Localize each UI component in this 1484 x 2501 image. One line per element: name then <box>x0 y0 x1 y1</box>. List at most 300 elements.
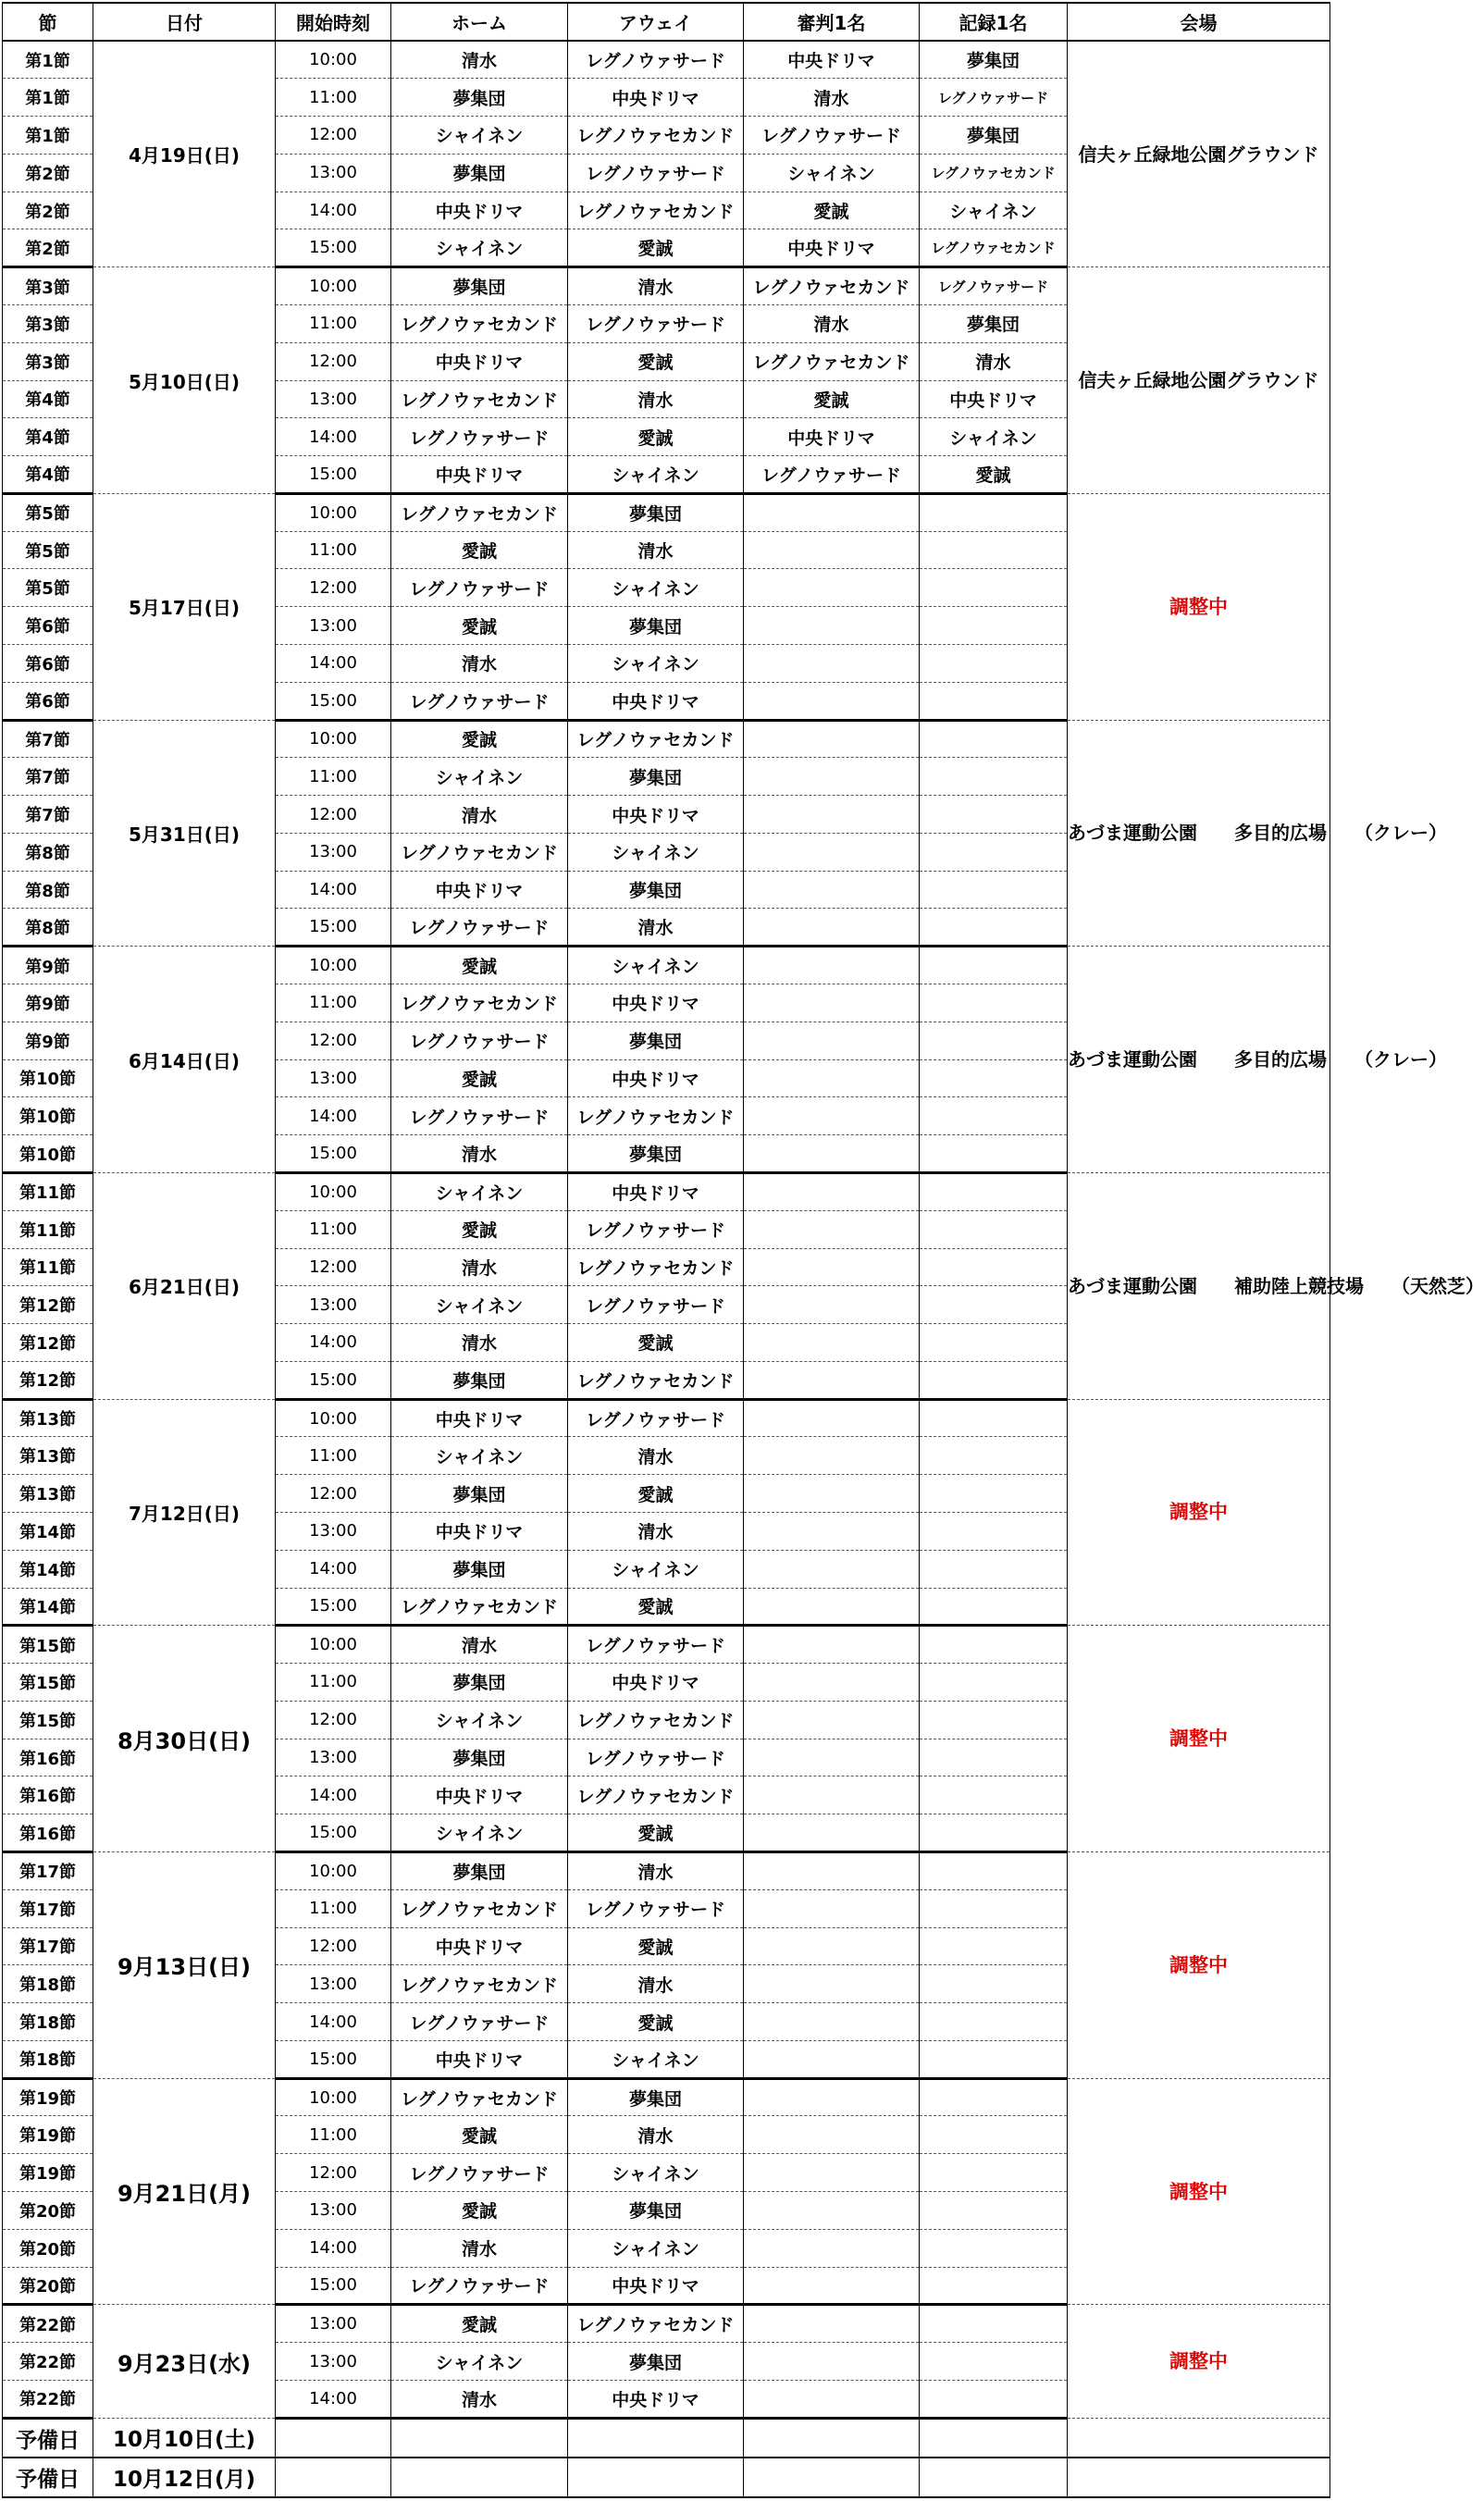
referee-cell: 清水 <box>744 79 920 117</box>
section-cell: 第2節 <box>3 192 93 229</box>
away-team-cell: 夢集団 <box>568 758 744 796</box>
table-row <box>3 2305 1330 2343</box>
record-cell: 中央ドリマ <box>920 380 1068 418</box>
record-cell <box>920 1965 1068 2003</box>
home-team-cell: 夢集団 <box>391 154 568 192</box>
section-cell: 第17節 <box>3 1889 93 1927</box>
referee-cell <box>744 720 920 758</box>
away-team-cell: 中央ドリマ <box>568 79 744 117</box>
away-team-cell: レグノウァセカンド <box>568 1777 744 1814</box>
record-cell: レグノウァセカンド <box>920 154 1068 192</box>
spare-day-label: 予備日 <box>3 2418 93 2458</box>
section-cell: 第20節 <box>3 2267 93 2305</box>
record-cell <box>920 758 1068 796</box>
home-team-cell: 中央ドリマ <box>391 1512 568 1550</box>
home-team-cell: 夢集団 <box>391 1361 568 1399</box>
record-cell <box>920 531 1068 569</box>
section-cell: 第9節 <box>3 947 93 984</box>
referee-cell <box>744 984 920 1022</box>
referee-cell <box>744 1777 920 1814</box>
home-team-cell: 夢集団 <box>391 79 568 117</box>
record-cell <box>920 569 1068 607</box>
section-cell: 第10節 <box>3 1059 93 1097</box>
away-team-cell: レグノウァサード <box>568 1889 744 1927</box>
referee-cell: 愛誠 <box>744 192 920 229</box>
record-cell <box>920 2267 1068 2305</box>
away-team-cell: 夢集団 <box>568 2078 744 2116</box>
record-cell <box>920 1248 1068 1286</box>
record-cell <box>920 2003 1068 2041</box>
start-time-cell: 12:00 <box>276 1021 391 1059</box>
referee-cell <box>744 2003 920 2041</box>
away-team-cell: シャイネン <box>568 645 744 683</box>
home-team-cell: 清水 <box>391 1248 568 1286</box>
section-cell: 第20節 <box>3 2229 93 2267</box>
record-cell <box>920 1512 1068 1550</box>
home-team-cell: 中央ドリマ <box>391 192 568 229</box>
away-team-cell: シャイネン <box>568 947 744 984</box>
away-team-cell: 夢集団 <box>568 1135 744 1173</box>
empty-cell <box>1068 2418 1330 2458</box>
start-time-cell: 12:00 <box>276 1701 391 1739</box>
referee-cell <box>744 607 920 645</box>
home-team-cell: レグノウァセカンド <box>391 493 568 531</box>
record-cell: レグノウァセカンド <box>920 229 1068 267</box>
start-time-cell: 11:00 <box>276 531 391 569</box>
start-time-cell: 10:00 <box>276 947 391 984</box>
home-team-cell: 愛誠 <box>391 607 568 645</box>
header-away: アウェイ <box>568 3 744 41</box>
start-time-cell: 15:00 <box>276 1361 391 1399</box>
start-time-cell: 15:00 <box>276 2267 391 2305</box>
record-cell <box>920 2078 1068 2116</box>
away-team-cell: シャイネン <box>568 2154 744 2192</box>
match-schedule-table <box>2 2 1484 2498</box>
away-team-cell: 愛誠 <box>568 1814 744 1852</box>
section-cell: 第19節 <box>3 2116 93 2154</box>
referee-cell <box>744 1437 920 1475</box>
start-time-cell: 14:00 <box>276 871 391 909</box>
home-team-cell: 愛誠 <box>391 1210 568 1248</box>
home-team-cell: 夢集団 <box>391 1852 568 1890</box>
start-time-cell: 11:00 <box>276 1889 391 1927</box>
section-cell: 第8節 <box>3 871 93 909</box>
away-team-cell: 清水 <box>568 380 744 418</box>
home-team-cell: シャイネン <box>391 1172 568 1210</box>
start-time-cell: 10:00 <box>276 2078 391 2116</box>
home-team-cell: 清水 <box>391 2380 568 2418</box>
record-cell <box>920 720 1068 758</box>
referee-cell: 清水 <box>744 304 920 342</box>
empty-cell <box>744 2418 920 2458</box>
start-time-cell: 13:00 <box>276 154 391 192</box>
section-cell: 第18節 <box>3 1965 93 2003</box>
record-cell <box>920 2305 1068 2343</box>
record-cell <box>920 1664 1068 1702</box>
header-section: 節 <box>3 3 93 41</box>
start-time-cell: 10:00 <box>276 41 391 79</box>
spare-day-row <box>3 2418 1330 2458</box>
date-cell: 5月31日(日) <box>93 720 276 947</box>
table-row <box>3 1852 1330 1890</box>
away-team-cell: レグノウァサード <box>568 41 744 79</box>
date-cell: 9月23日(水) <box>93 2305 276 2418</box>
start-time-cell: 11:00 <box>276 1210 391 1248</box>
home-team-cell: シャイネン <box>391 758 568 796</box>
start-time-cell: 15:00 <box>276 1814 391 1852</box>
home-team-cell: レグノウァサード <box>391 1097 568 1135</box>
start-time-cell: 15:00 <box>276 682 391 720</box>
table-row <box>3 267 1330 305</box>
start-time-cell: 15:00 <box>276 1588 391 1626</box>
referee-cell: 中央ドリマ <box>744 229 920 267</box>
referee-cell <box>744 1286 920 1324</box>
section-cell: 第7節 <box>3 720 93 758</box>
home-team-cell: 中央ドリマ <box>391 1927 568 1965</box>
record-cell: レグノウァサード <box>920 79 1068 117</box>
record-cell <box>920 2040 1068 2078</box>
section-cell: 第3節 <box>3 267 93 305</box>
section-cell: 第5節 <box>3 569 93 607</box>
section-cell: 第7節 <box>3 796 93 834</box>
section-cell: 第10節 <box>3 1135 93 1173</box>
referee-cell <box>744 1210 920 1248</box>
record-cell <box>920 607 1068 645</box>
start-time-cell: 11:00 <box>276 984 391 1022</box>
header-venue: 会場 <box>1068 3 1330 41</box>
away-team-cell: シャイネン <box>568 456 744 494</box>
start-time-cell: 15:00 <box>276 2040 391 2078</box>
referee-cell <box>744 2154 920 2192</box>
section-cell: 第13節 <box>3 1437 93 1475</box>
away-team-cell: 中央ドリマ <box>568 984 744 1022</box>
home-team-cell: シャイネン <box>391 1814 568 1852</box>
start-time-cell: 14:00 <box>276 1777 391 1814</box>
date-cell: 4月19日(日) <box>93 41 276 267</box>
section-cell: 第22節 <box>3 2343 93 2381</box>
record-cell <box>920 871 1068 909</box>
record-cell <box>920 2229 1068 2267</box>
section-cell: 第6節 <box>3 607 93 645</box>
record-cell <box>920 2343 1068 2381</box>
spare-day-label: 予備日 <box>3 2458 93 2497</box>
referee-cell <box>744 1097 920 1135</box>
referee-cell <box>744 1021 920 1059</box>
home-team-cell: レグノウァサード <box>391 418 568 456</box>
home-team-cell: 愛誠 <box>391 1059 568 1097</box>
section-cell: 第6節 <box>3 645 93 683</box>
referee-cell: 愛誠 <box>744 380 920 418</box>
start-time-cell: 14:00 <box>276 2380 391 2418</box>
empty-cell <box>920 2458 1068 2497</box>
home-team-cell: レグノウァサード <box>391 909 568 947</box>
home-team-cell: 清水 <box>391 1135 568 1173</box>
away-team-cell: 清水 <box>568 909 744 947</box>
section-cell: 第10節 <box>3 1097 93 1135</box>
home-team-cell: シャイネン <box>391 1286 568 1324</box>
away-team-cell: 清水 <box>568 1437 744 1475</box>
record-cell <box>920 1210 1068 1248</box>
start-time-cell: 11:00 <box>276 1437 391 1475</box>
away-team-cell: 中央ドリマ <box>568 2380 744 2418</box>
record-cell <box>920 909 1068 947</box>
record-cell <box>920 645 1068 683</box>
home-team-cell: 愛誠 <box>391 2116 568 2154</box>
start-time-cell: 15:00 <box>276 229 391 267</box>
away-team-cell: 清水 <box>568 531 744 569</box>
venue-pending-cell: 調整中 <box>1068 2305 1330 2418</box>
away-team-cell: 夢集団 <box>568 2343 744 2381</box>
home-team-cell: レグノウァサード <box>391 2154 568 2192</box>
home-team-cell: レグノウァセカンド <box>391 1965 568 2003</box>
section-cell: 第22節 <box>3 2305 93 2343</box>
start-time-cell: 12:00 <box>276 1475 391 1513</box>
venue-cell: 信夫ヶ丘緑地公園グラウンド <box>1068 267 1330 494</box>
start-time-cell: 14:00 <box>276 192 391 229</box>
referee-cell <box>744 1814 920 1852</box>
referee-cell: レグノウァサード <box>744 456 920 494</box>
referee-cell <box>744 569 920 607</box>
start-time-cell: 12:00 <box>276 796 391 834</box>
home-team-cell: 夢集団 <box>391 1475 568 1513</box>
table-row <box>3 2078 1330 2116</box>
record-cell: レグノウァサード <box>920 267 1068 305</box>
home-team-cell: 清水 <box>391 1626 568 1664</box>
home-team-cell: レグノウァセカンド <box>391 2078 568 2116</box>
start-time-cell: 15:00 <box>276 909 391 947</box>
table-row <box>3 947 1330 984</box>
start-time-cell: 13:00 <box>276 2192 391 2230</box>
away-team-cell: レグノウァセカンド <box>568 1248 744 1286</box>
date-cell: 8月30日(日) <box>93 1626 276 1852</box>
start-time-cell: 11:00 <box>276 1664 391 1702</box>
referee-cell <box>744 2267 920 2305</box>
table-row <box>3 720 1330 758</box>
start-time-cell: 14:00 <box>276 2003 391 2041</box>
record-cell: シャイネン <box>920 192 1068 229</box>
referee-cell <box>744 833 920 871</box>
start-time-cell: 14:00 <box>276 2229 391 2267</box>
date-cell: 7月12日(日) <box>93 1399 276 1626</box>
record-cell <box>920 1475 1068 1513</box>
section-cell: 第6節 <box>3 682 93 720</box>
away-team-cell: レグノウァセカンド <box>568 1701 744 1739</box>
away-team-cell: レグノウァセカンド <box>568 2305 744 2343</box>
start-time-cell: 13:00 <box>276 1059 391 1097</box>
date-cell: 5月17日(日) <box>93 493 276 720</box>
referee-cell <box>744 947 920 984</box>
venue-pending-cell: 調整中 <box>1068 1399 1330 1626</box>
record-cell <box>920 682 1068 720</box>
record-cell: 愛誠 <box>920 456 1068 494</box>
away-team-cell: 夢集団 <box>568 2192 744 2230</box>
record-cell: 清水 <box>920 342 1068 380</box>
table-header <box>3 3 1330 41</box>
section-cell: 第5節 <box>3 493 93 531</box>
start-time-cell: 13:00 <box>276 1965 391 2003</box>
section-cell: 第7節 <box>3 758 93 796</box>
away-team-cell: 愛誠 <box>568 2003 744 2041</box>
start-time-cell: 13:00 <box>276 2305 391 2343</box>
section-cell: 第9節 <box>3 984 93 1022</box>
referee-cell <box>744 531 920 569</box>
section-cell: 第1節 <box>3 117 93 155</box>
section-cell: 第1節 <box>3 41 93 79</box>
record-cell <box>920 1059 1068 1097</box>
home-team-cell: 清水 <box>391 2229 568 2267</box>
section-cell: 第18節 <box>3 2003 93 2041</box>
empty-cell <box>920 2418 1068 2458</box>
record-cell: 夢集団 <box>920 41 1068 79</box>
record-cell <box>920 1172 1068 1210</box>
referee-cell <box>744 1889 920 1927</box>
away-team-cell: 清水 <box>568 1512 744 1550</box>
record-cell <box>920 1324 1068 1362</box>
home-team-cell: レグノウァセカンド <box>391 1889 568 1927</box>
home-team-cell: シャイネン <box>391 117 568 155</box>
section-cell: 第14節 <box>3 1512 93 1550</box>
record-cell: 夢集団 <box>920 117 1068 155</box>
start-time-cell: 13:00 <box>276 1286 391 1324</box>
referee-cell <box>744 2305 920 2343</box>
away-team-cell: シャイネン <box>568 2229 744 2267</box>
start-time-cell: 12:00 <box>276 1248 391 1286</box>
header-date: 日付 <box>93 3 276 41</box>
start-time-cell: 13:00 <box>276 833 391 871</box>
empty-cell <box>568 2418 744 2458</box>
record-cell <box>920 1437 1068 1475</box>
table-row <box>3 41 1330 79</box>
record-cell <box>920 1286 1068 1324</box>
home-team-cell: 愛誠 <box>391 947 568 984</box>
venue-cell: あづま運動公園 補助陸上競技場 （天然芝） <box>1068 1172 1330 1399</box>
record-cell <box>920 1777 1068 1814</box>
start-time-cell: 13:00 <box>276 2343 391 2381</box>
away-team-cell: 愛誠 <box>568 1927 744 1965</box>
away-team-cell: 愛誠 <box>568 1588 744 1626</box>
start-time-cell: 14:00 <box>276 645 391 683</box>
referee-cell <box>744 1701 920 1739</box>
section-cell: 第16節 <box>3 1814 93 1852</box>
away-team-cell: レグノウァサード <box>568 1286 744 1324</box>
referee-cell <box>744 2192 920 2230</box>
home-team-cell: レグノウァセカンド <box>391 1588 568 1626</box>
header-row <box>3 3 1330 41</box>
away-team-cell: 中央ドリマ <box>568 2267 744 2305</box>
section-cell: 第19節 <box>3 2154 93 2192</box>
table-row <box>3 1399 1330 1437</box>
home-team-cell: 清水 <box>391 1324 568 1362</box>
section-cell: 第3節 <box>3 304 93 342</box>
referee-cell <box>744 1475 920 1513</box>
section-cell: 第9節 <box>3 1021 93 1059</box>
start-time-cell: 11:00 <box>276 758 391 796</box>
start-time-cell: 11:00 <box>276 79 391 117</box>
section-cell: 第4節 <box>3 456 93 494</box>
home-team-cell: レグノウァサード <box>391 2267 568 2305</box>
header-time: 開始時刻 <box>276 3 391 41</box>
empty-cell <box>1068 2458 1330 2497</box>
referee-cell <box>744 493 920 531</box>
record-cell <box>920 1739 1068 1777</box>
section-cell: 第22節 <box>3 2380 93 2418</box>
home-team-cell: 清水 <box>391 41 568 79</box>
away-team-cell: 清水 <box>568 1852 744 1890</box>
referee-cell <box>744 1664 920 1702</box>
referee-cell <box>744 2229 920 2267</box>
referee-cell <box>744 1965 920 2003</box>
section-cell: 第15節 <box>3 1701 93 1739</box>
start-time-cell: 10:00 <box>276 267 391 305</box>
section-cell: 第4節 <box>3 418 93 456</box>
referee-cell <box>744 1512 920 1550</box>
venue-cell: あづま運動公園 多目的広場 （クレー） <box>1068 720 1330 947</box>
date-cell: 6月14日(日) <box>93 947 276 1173</box>
empty-cell <box>744 2458 920 2497</box>
start-time-cell: 13:00 <box>276 380 391 418</box>
record-cell <box>920 2154 1068 2192</box>
home-team-cell: シャイネン <box>391 1701 568 1739</box>
home-team-cell: レグノウァサード <box>391 1021 568 1059</box>
referee-cell <box>744 1852 920 1890</box>
away-team-cell: シャイネン <box>568 569 744 607</box>
referee-cell <box>744 2343 920 2381</box>
start-time-cell: 12:00 <box>276 342 391 380</box>
spare-day-date: 10月12日(月) <box>93 2458 276 2497</box>
section-cell: 第14節 <box>3 1550 93 1588</box>
home-team-cell: 清水 <box>391 796 568 834</box>
start-time-cell: 10:00 <box>276 493 391 531</box>
start-time-cell: 15:00 <box>276 456 391 494</box>
away-team-cell: レグノウァサード <box>568 154 744 192</box>
referee-cell <box>744 1172 920 1210</box>
home-team-cell: レグノウァセカンド <box>391 833 568 871</box>
record-cell: シャイネン <box>920 418 1068 456</box>
referee-cell <box>744 1550 920 1588</box>
home-team-cell: シャイネン <box>391 1437 568 1475</box>
home-team-cell: レグノウァセカンド <box>391 984 568 1022</box>
home-team-cell: 夢集団 <box>391 267 568 305</box>
home-team-cell: 中央ドリマ <box>391 1399 568 1437</box>
record-cell <box>920 1021 1068 1059</box>
record-cell <box>920 984 1068 1022</box>
away-team-cell: 中央ドリマ <box>568 1664 744 1702</box>
section-cell: 第3節 <box>3 342 93 380</box>
away-team-cell: 愛誠 <box>568 1324 744 1362</box>
record-cell <box>920 1701 1068 1739</box>
referee-cell <box>744 758 920 796</box>
home-team-cell: 愛誠 <box>391 531 568 569</box>
table-row <box>3 493 1330 531</box>
referee-cell <box>744 1361 920 1399</box>
section-cell: 第14節 <box>3 1588 93 1626</box>
record-cell <box>920 1550 1068 1588</box>
section-cell: 第8節 <box>3 833 93 871</box>
venue-pending-cell: 調整中 <box>1068 493 1330 720</box>
home-team-cell: 中央ドリマ <box>391 1777 568 1814</box>
referee-cell: 中央ドリマ <box>744 418 920 456</box>
away-team-cell: レグノウァサード <box>568 1210 744 1248</box>
record-cell <box>920 947 1068 984</box>
empty-cell <box>276 2418 391 2458</box>
referee-cell <box>744 645 920 683</box>
section-cell: 第11節 <box>3 1172 93 1210</box>
referee-cell: レグノウァセカンド <box>744 267 920 305</box>
referee-cell <box>744 1588 920 1626</box>
record-cell <box>920 1588 1068 1626</box>
start-time-cell: 11:00 <box>276 304 391 342</box>
away-team-cell: 中央ドリマ <box>568 1172 744 1210</box>
